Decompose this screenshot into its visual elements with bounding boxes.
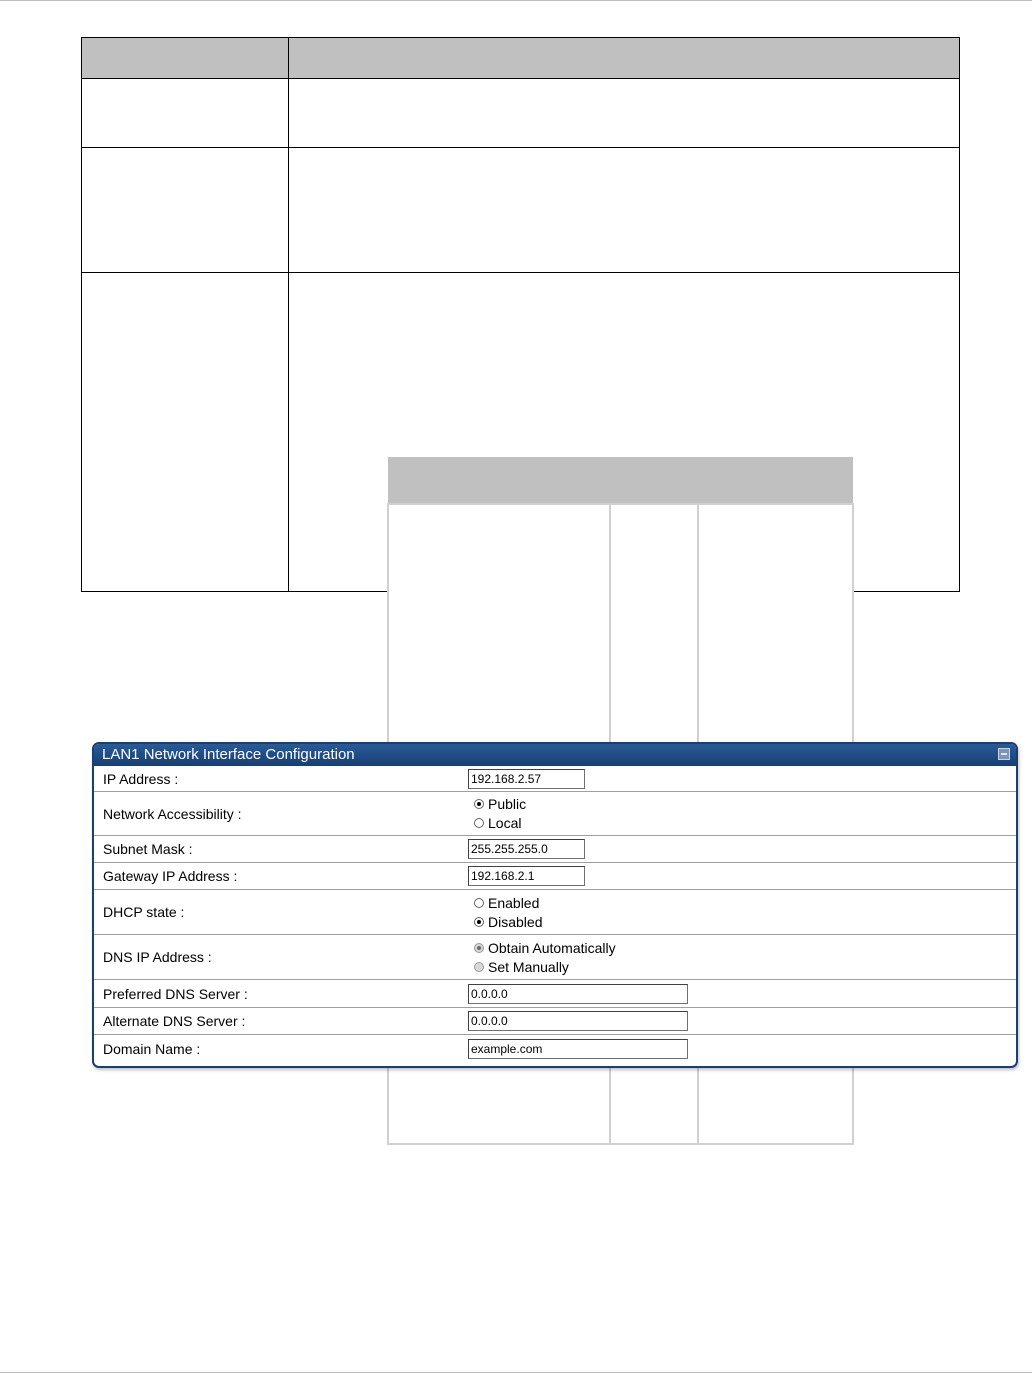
radio-set-manually-label: Set Manually — [488, 958, 569, 975]
nested-header-cell — [388, 457, 610, 504]
lan1-config-panel — [92, 742, 1018, 1068]
alternate-dns-input[interactable] — [468, 1011, 688, 1031]
radio-button-checked[interactable] — [474, 917, 484, 927]
subnet-mask-label: Subnet Mask : — [94, 836, 460, 862]
radio-local[interactable] — [468, 814, 1016, 833]
preferred-dns-input[interactable] — [468, 984, 688, 1004]
document-table — [81, 37, 960, 592]
dhcp-state-row — [94, 890, 1016, 935]
dhcp-state-label: DHCP state : — [94, 890, 460, 934]
table-cell — [289, 148, 960, 273]
table-cell — [82, 79, 289, 148]
preferred-dns-row — [94, 980, 1016, 1008]
document-table-header-cell-2 — [289, 38, 960, 79]
panel-header — [94, 744, 1016, 766]
page-bottom-rule — [0, 1372, 1032, 1373]
radio-disabled-label: Disabled — [488, 913, 543, 930]
table-row — [82, 148, 960, 273]
panel-title: LAN1 Network Interface Configuration — [102, 746, 355, 763]
radio-button-disabled — [474, 962, 484, 972]
radio-button[interactable] — [474, 898, 484, 908]
table-cell — [82, 148, 289, 273]
subnet-mask-input[interactable] — [468, 839, 585, 859]
network-accessibility-label: Network Accessibility : — [94, 792, 460, 835]
radio-obtain-automatically — [468, 938, 1016, 957]
table-row — [82, 79, 960, 148]
table-cell — [82, 273, 289, 592]
nested-header-cell — [610, 457, 698, 504]
gateway-ip-row — [94, 863, 1016, 890]
radio-local-label: Local — [488, 815, 522, 831]
radio-button[interactable] — [474, 818, 484, 828]
alternate-dns-row — [94, 1008, 1016, 1035]
radio-public-label: Public — [488, 796, 527, 812]
radio-set-manually — [468, 957, 1016, 976]
domain-name-label: Domain Name : — [94, 1035, 460, 1063]
dns-ip-label: DNS IP Address : — [94, 935, 460, 979]
document-table-header — [82, 38, 960, 79]
radio-enabled-label: Enabled — [488, 894, 540, 911]
document-table-header-cell-1 — [82, 38, 289, 79]
radio-obtain-automatically-label: Obtain Automatically — [488, 939, 616, 956]
radio-button-disabled-checked — [474, 943, 484, 953]
ip-address-row — [94, 766, 1016, 792]
preferred-dns-label: Preferred DNS Server : — [94, 980, 460, 1007]
table-cell — [289, 273, 960, 592]
gateway-ip-input[interactable] — [468, 866, 585, 886]
radio-enabled[interactable] — [468, 893, 1016, 912]
dns-ip-row — [94, 935, 1016, 980]
domain-name-row — [94, 1035, 1016, 1063]
radio-disabled[interactable] — [468, 912, 1016, 931]
nested-header-cell — [698, 457, 853, 504]
domain-name-input[interactable] — [468, 1039, 688, 1059]
collapse-icon[interactable] — [998, 748, 1010, 760]
radio-button-checked[interactable] — [474, 799, 484, 809]
gateway-ip-label: Gateway IP Address : — [94, 863, 460, 889]
radio-public[interactable] — [468, 795, 1016, 814]
page-top-rule — [0, 0, 1032, 1]
table-cell — [289, 79, 960, 148]
alternate-dns-label: Alternate DNS Server : — [94, 1008, 460, 1034]
network-accessibility-row — [94, 792, 1016, 836]
ip-address-label: IP Address : — [94, 766, 460, 791]
nested-table-header — [388, 457, 853, 504]
table-row — [82, 273, 960, 592]
subnet-mask-row — [94, 836, 1016, 863]
ip-address-input[interactable] — [468, 769, 585, 789]
